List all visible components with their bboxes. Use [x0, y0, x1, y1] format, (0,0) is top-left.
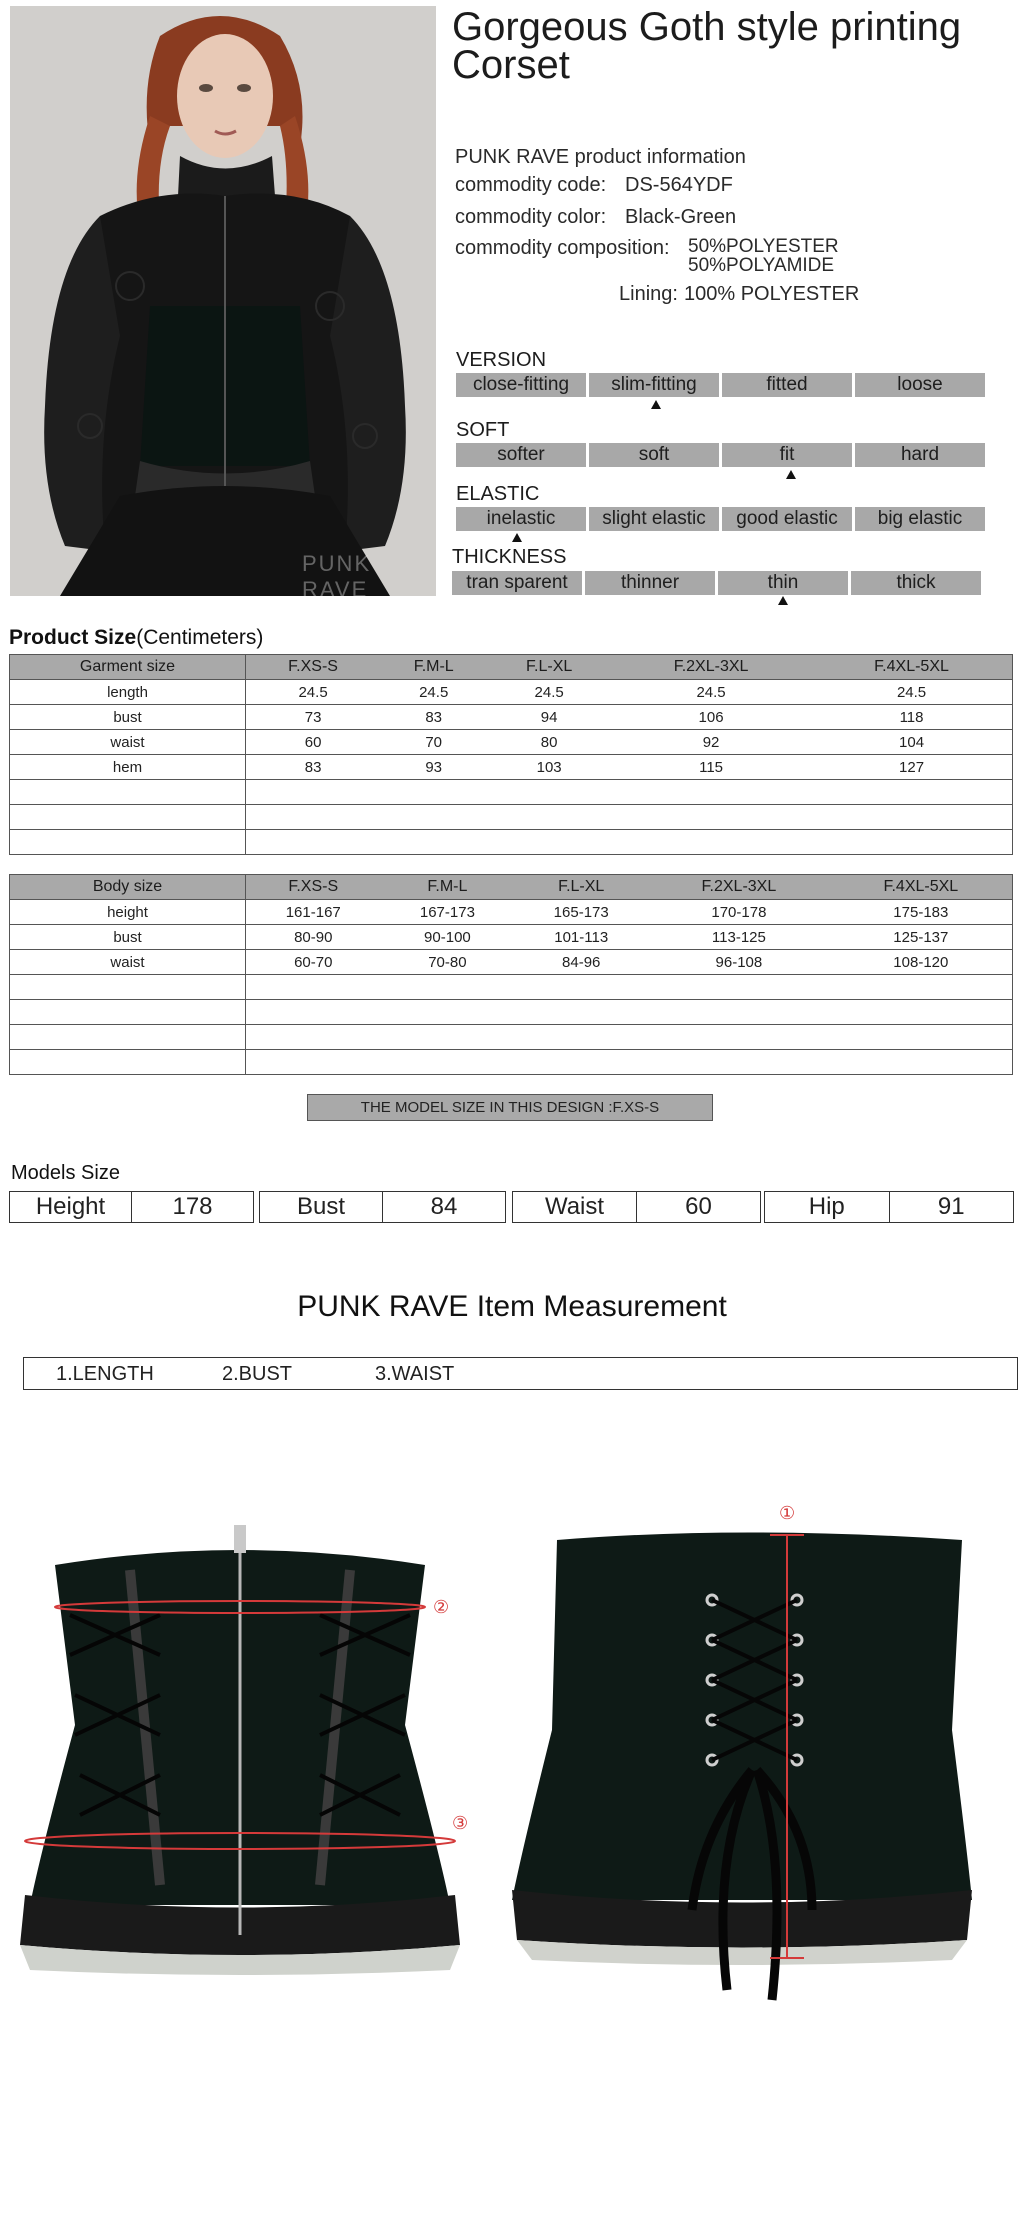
- table-header-cell: F.M-L: [380, 655, 487, 680]
- measurement-waist-label: 3.WAIST: [375, 1363, 455, 1385]
- table-cell: 60: [246, 730, 381, 755]
- version-selected-marker: [651, 400, 661, 409]
- table-cell: 70-80: [381, 950, 515, 975]
- model-height-box: [9, 1191, 254, 1223]
- table-cell: 70: [380, 730, 487, 755]
- table-cell: 90-100: [381, 925, 515, 950]
- measurement-bust-label: 2.BUST: [222, 1363, 293, 1385]
- soft-option: softer: [456, 443, 586, 467]
- measurement-title: PUNK RAVE Item Measurement: [297, 1290, 727, 1323]
- table-row: [10, 680, 1013, 705]
- product-title: Gorgeous Goth style printing Corset: [452, 5, 962, 87]
- table-cell: 108-120: [830, 950, 1013, 975]
- table-empty-row: [10, 1025, 1013, 1050]
- table-cell: 101-113: [514, 925, 648, 950]
- soft-option: hard: [855, 443, 985, 467]
- table-header-cell: F.XS-S: [246, 875, 381, 900]
- model-waist-value: 60: [636, 1192, 760, 1222]
- composition-1: 50%POLYESTER: [688, 236, 839, 257]
- lining-label: Lining:: [619, 283, 678, 305]
- table-cell: height: [10, 900, 246, 925]
- version-option: loose: [855, 373, 985, 397]
- version-option: close-fitting: [456, 373, 586, 397]
- version-scale: [456, 373, 985, 397]
- model-bust-value: 84: [382, 1192, 505, 1222]
- model-bust-box: [259, 1191, 506, 1223]
- table-cell: 161-167: [246, 900, 381, 925]
- model-height-label: Height: [35, 1193, 106, 1220]
- table-cell: 125-137: [830, 925, 1013, 950]
- table-row: [10, 705, 1013, 730]
- thickness-option: tran sparent: [452, 571, 582, 595]
- elastic-option: good elastic: [722, 507, 852, 531]
- table-header-row: [10, 655, 1013, 680]
- table-cell: 80-90: [246, 925, 381, 950]
- corset-front-image: [10, 1525, 470, 1975]
- table-cell: 60-70: [246, 950, 381, 975]
- bust-marker: ②: [433, 1597, 450, 1617]
- table-header-cell: F.L-XL: [514, 875, 648, 900]
- table-cell: 24.5: [380, 680, 487, 705]
- table-cell: waist: [10, 950, 246, 975]
- thickness-option: thick: [851, 571, 981, 595]
- table-cell: 175-183: [830, 900, 1013, 925]
- table-cell: bust: [10, 705, 246, 730]
- model-size-banner: THE MODEL SIZE IN THIS DESIGN :F.XS-S: [307, 1094, 713, 1121]
- model-photo: [10, 6, 436, 596]
- table-header-cell: F.M-L: [381, 875, 515, 900]
- model-hip-box: [764, 1191, 1014, 1223]
- color-value: Black-Green: [625, 206, 737, 228]
- corset-back-image: [512, 1530, 972, 2010]
- measurement-legend: [23, 1357, 1018, 1390]
- table-row: [10, 900, 1013, 925]
- measurement-length-label: 1.LENGTH: [56, 1363, 154, 1385]
- table-cell: 96-108: [648, 950, 830, 975]
- elastic-selected-marker: [512, 533, 522, 542]
- table-row: [10, 925, 1013, 950]
- table-row: [10, 755, 1013, 780]
- table-header-cell: F.4XL-5XL: [830, 875, 1013, 900]
- table-cell: 93: [380, 755, 487, 780]
- table-empty-row: [10, 1000, 1013, 1025]
- model-hip-label: Hip: [808, 1193, 845, 1220]
- table-empty-row: [10, 1050, 1013, 1075]
- table-header-cell: F.2XL-3XL: [611, 655, 811, 680]
- table-cell: 103: [487, 755, 611, 780]
- table-header-cell: F.XS-S: [246, 655, 381, 680]
- table-empty-row: [10, 780, 1013, 805]
- product-size-heading: [9, 626, 263, 650]
- thickness-option: thinner: [585, 571, 715, 595]
- composition-label: commodity composition:: [455, 237, 670, 259]
- lining-value: 100% POLYESTER: [684, 283, 860, 305]
- table-cell: 170-178: [648, 900, 830, 925]
- color-label: commodity color:: [455, 206, 607, 228]
- table-cell: 83: [380, 705, 487, 730]
- table-row: [10, 730, 1013, 755]
- code-label: commodity code:: [455, 174, 607, 196]
- table-header-cell: F.2XL-3XL: [648, 875, 830, 900]
- elastic-option: inelastic: [456, 507, 586, 531]
- table-cell: waist: [10, 730, 246, 755]
- table-empty-row: [10, 975, 1013, 1000]
- table-cell: 106: [611, 705, 811, 730]
- model-height-value: 178: [131, 1192, 253, 1222]
- soft-label: SOFT: [456, 419, 510, 441]
- table-cell: 80: [487, 730, 611, 755]
- elastic-scale: [456, 507, 985, 531]
- table-header-cell: Body size: [10, 875, 246, 900]
- photo-watermark: PUNK RAVE: [302, 551, 372, 596]
- table-header-row: [10, 875, 1013, 900]
- table-empty-row: [10, 830, 1013, 855]
- models-size-title: Models Size: [11, 1162, 120, 1184]
- table-cell: 73: [246, 705, 381, 730]
- table-cell: 94: [487, 705, 611, 730]
- model-waist-box: [512, 1191, 761, 1223]
- thickness-selected-marker: [778, 596, 788, 605]
- model-bust-label: Bust: [296, 1193, 346, 1220]
- version-option: slim-fitting: [589, 373, 719, 397]
- table-cell: 104: [811, 730, 1012, 755]
- info-heading: PUNK RAVE product information: [455, 146, 746, 168]
- soft-option: fit: [722, 443, 852, 467]
- table-cell: 115: [611, 755, 811, 780]
- version-option: fitted: [722, 373, 852, 397]
- table-header-cell: Garment size: [10, 655, 246, 680]
- soft-option: soft: [589, 443, 719, 467]
- table-empty-row: [10, 805, 1013, 830]
- length-marker: ①: [779, 1503, 796, 1523]
- table-cell: 24.5: [811, 680, 1012, 705]
- table-cell: 118: [811, 705, 1012, 730]
- table-header-cell: F.4XL-5XL: [811, 655, 1012, 680]
- composition-2: 50%POLYAMIDE: [688, 255, 835, 276]
- version-label: VERSION: [456, 349, 547, 371]
- table-cell: 84-96: [514, 950, 648, 975]
- model-waist-label: Waist: [544, 1193, 605, 1220]
- table-header-cell: F.L-XL: [487, 655, 611, 680]
- table-cell: 165-173: [514, 900, 648, 925]
- soft-scale: [456, 443, 985, 467]
- garment-size-table: [9, 654, 1013, 855]
- thickness-label: THICKNESS: [452, 546, 567, 568]
- table-cell: 127: [811, 755, 1012, 780]
- table-cell: bust: [10, 925, 246, 950]
- table-cell: 83: [246, 755, 381, 780]
- product-size-title: Product Size: [9, 626, 137, 649]
- table-cell: 24.5: [487, 680, 611, 705]
- table-cell: 24.5: [246, 680, 381, 705]
- product-size-unit: (Centimeters): [136, 626, 264, 649]
- table-cell: 167-173: [381, 900, 515, 925]
- soft-selected-marker: [786, 470, 796, 479]
- waist-marker: ③: [452, 1813, 469, 1833]
- thickness-scale: [452, 571, 981, 595]
- table-cell: 113-125: [648, 925, 830, 950]
- code-value: DS-564YDF: [625, 174, 733, 196]
- elastic-label: ELASTIC: [456, 483, 540, 505]
- table-cell: 92: [611, 730, 811, 755]
- model-hip-value: 91: [889, 1192, 1014, 1222]
- elastic-option: big elastic: [855, 507, 985, 531]
- body-size-table: [9, 874, 1013, 1075]
- table-row: [10, 950, 1013, 975]
- elastic-option: slight elastic: [589, 507, 719, 531]
- table-cell: hem: [10, 755, 246, 780]
- table-cell: 24.5: [611, 680, 811, 705]
- table-cell: length: [10, 680, 246, 705]
- thickness-option: thin: [718, 571, 848, 595]
